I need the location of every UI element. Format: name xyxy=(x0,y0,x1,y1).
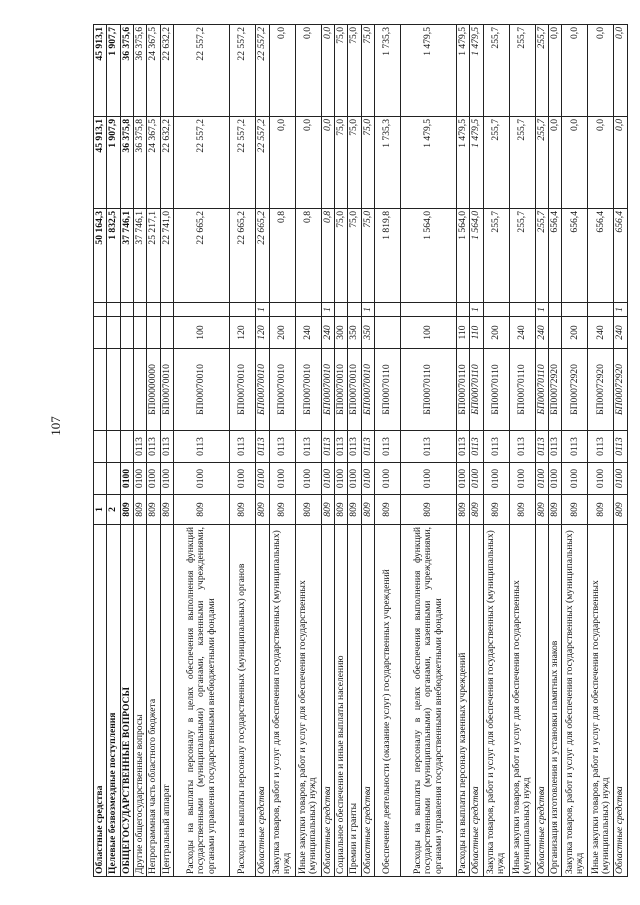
sum-year-2: 255,7 xyxy=(509,117,535,209)
subsection-code: 0113 xyxy=(160,431,173,463)
funding-mark xyxy=(588,303,614,317)
admin-code: 809 xyxy=(147,495,160,525)
subsection-code: 0113 xyxy=(134,431,147,463)
sum-year-2: 0,0 xyxy=(295,117,321,209)
section-code: 0100 xyxy=(470,463,483,495)
sum-year-2: 0,0 xyxy=(269,117,295,209)
funding-mark: 1 xyxy=(256,303,269,317)
admin-code: 809 xyxy=(588,495,614,525)
target-article-code: БП00072920 xyxy=(549,349,562,431)
sum-year-2: 22 632,2 xyxy=(160,117,173,209)
row-name: Областные средства xyxy=(94,525,107,877)
rotated-page-frame xyxy=(93,25,626,877)
table-row xyxy=(361,25,374,877)
funding-mark xyxy=(400,303,456,317)
sum-year-3: 0,0 xyxy=(321,25,334,117)
section-code: 0100 xyxy=(456,463,469,495)
sum-year-2: 0,0 xyxy=(321,117,334,209)
expense-type-code: 300 xyxy=(334,317,347,349)
expense-type-code xyxy=(134,317,147,349)
sum-year-3: 0,0 xyxy=(614,25,627,117)
section-code: 0100 xyxy=(509,463,535,495)
funding-mark: 1 xyxy=(321,303,334,317)
sum-year-2: 36 375,8 xyxy=(120,117,133,209)
subsection-code: 0113 xyxy=(509,431,535,463)
section-code: 0100 xyxy=(134,463,147,495)
table-row xyxy=(562,25,588,877)
row-name: Областные средства xyxy=(256,525,269,877)
target-article-code: БП00070110 xyxy=(535,349,548,431)
sum-year-1: 656,4 xyxy=(588,209,614,303)
funding-mark xyxy=(120,303,133,317)
target-article-code: БП00072920 xyxy=(588,349,614,431)
sum-year-3: 0,0 xyxy=(562,25,588,117)
funding-mark xyxy=(174,303,230,317)
sum-year-3: 22 557,2 xyxy=(256,25,269,117)
admin-code: 809 xyxy=(174,495,230,525)
target-article-code: БП00070110 xyxy=(483,349,509,431)
section-code: 0100 xyxy=(269,463,295,495)
target-article-code: БП00070010 xyxy=(334,349,347,431)
section-code: 0100 xyxy=(361,463,374,495)
section-code: 0100 xyxy=(588,463,614,495)
sum-year-2: 0,0 xyxy=(614,117,627,209)
row-name: Областные средства xyxy=(535,525,548,877)
expense-type-code xyxy=(94,317,107,349)
table-row xyxy=(374,25,400,877)
row-name: Областные средства xyxy=(321,525,334,877)
section-code: 0100 xyxy=(295,463,321,495)
sum-year-1: 255,7 xyxy=(535,209,548,303)
target-article-code xyxy=(134,349,147,431)
section-code: 0100 xyxy=(334,463,347,495)
table-row xyxy=(256,25,269,877)
table-row xyxy=(549,25,562,877)
expense-type-code: 100 xyxy=(400,317,456,349)
admin-code: 809 xyxy=(483,495,509,525)
funding-mark xyxy=(230,303,256,317)
subsection-code: 0113 xyxy=(230,431,256,463)
sum-year-1: 75,0 xyxy=(348,209,361,303)
admin-code: 809 xyxy=(160,495,173,525)
section-code: 0100 xyxy=(120,463,133,495)
target-article-code: БП00070110 xyxy=(374,349,400,431)
subsection-code: 0113 xyxy=(400,431,456,463)
admin-code: 809 xyxy=(456,495,469,525)
sum-year-3: 36 375,6 xyxy=(134,25,147,117)
subsection-code: 0113 xyxy=(535,431,548,463)
row-name: Областные средства xyxy=(470,525,483,877)
table-row xyxy=(334,25,347,877)
expense-type-code: 100 xyxy=(174,317,230,349)
sum-year-2: 75,0 xyxy=(361,117,374,209)
sum-year-2: 255,7 xyxy=(535,117,548,209)
sum-year-2: 22 557,2 xyxy=(256,117,269,209)
sum-year-1: 75,0 xyxy=(361,209,374,303)
sum-year-2: 22 557,2 xyxy=(230,117,256,209)
expense-type-code xyxy=(147,317,160,349)
sum-year-2: 1 479,5 xyxy=(470,117,483,209)
table-row xyxy=(230,25,256,877)
funding-mark xyxy=(348,303,361,317)
expense-type-code xyxy=(107,317,120,349)
table-row xyxy=(535,25,548,877)
sum-year-3: 75,0 xyxy=(361,25,374,117)
section-code: 0100 xyxy=(374,463,400,495)
admin-code: 809 xyxy=(295,495,321,525)
row-name: Расходы на выплаты персоналу казенных учреждений xyxy=(456,525,469,877)
sum-year-1: 656,4 xyxy=(549,209,562,303)
section-code: 0100 xyxy=(562,463,588,495)
section-code: 0100 xyxy=(535,463,548,495)
funding-mark xyxy=(483,303,509,317)
expense-type-code: 200 xyxy=(562,317,588,349)
sum-year-2: 0,0 xyxy=(562,117,588,209)
sum-year-3: 1 907,7 xyxy=(107,25,120,117)
row-name: Организация изготовления и установки памятных знаков xyxy=(549,525,562,877)
target-article-code xyxy=(120,349,133,431)
admin-code: 809 xyxy=(269,495,295,525)
row-name: Закупка товаров, работ и услуг для обеспечения государственных (муниципальных) нужд xyxy=(483,525,509,877)
subsection-code xyxy=(94,431,107,463)
row-name: Расходы на выплаты персоналу в целях обеспечения выполнения функций государственными (муниципальными) органами, казенными учреждениями, органами управления государственными внебюджетными фондами xyxy=(174,525,230,877)
sum-year-2: 45 913,1 xyxy=(94,117,107,209)
section-code: 0100 xyxy=(160,463,173,495)
subsection-code: 0113 xyxy=(295,431,321,463)
sum-year-2: 1 479,5 xyxy=(400,117,456,209)
row-name: Иные закупки товаров, работ и услуг для обеспечения государственных (муниципальных) нужд xyxy=(588,525,614,877)
funding-mark xyxy=(134,303,147,317)
sum-year-2: 22 557,2 xyxy=(174,117,230,209)
funding-mark xyxy=(94,303,107,317)
sum-year-3: 255,7 xyxy=(509,25,535,117)
funding-mark xyxy=(509,303,535,317)
sum-year-1: 22 665,2 xyxy=(230,209,256,303)
sum-year-2: 75,0 xyxy=(334,117,347,209)
rotated-table-container xyxy=(93,25,626,877)
sum-year-3: 22 557,2 xyxy=(230,25,256,117)
funding-mark xyxy=(374,303,400,317)
target-article-code: БП00070110 xyxy=(509,349,535,431)
row-name: Другие общегосударственные вопросы xyxy=(134,525,147,877)
sum-year-3: 255,7 xyxy=(535,25,548,117)
sum-year-1: 656,4 xyxy=(562,209,588,303)
sum-year-3: 22 632,2 xyxy=(160,25,173,117)
row-name: Областные средства xyxy=(614,525,627,877)
table-row xyxy=(134,25,147,877)
section-code: 0100 xyxy=(483,463,509,495)
section-code: 0100 xyxy=(400,463,456,495)
row-name: Иные закупки товаров, работ и услуг для обеспечения государственных (муниципальных) нужд xyxy=(509,525,535,877)
section-code: 0100 xyxy=(321,463,334,495)
admin-code: 809 xyxy=(470,495,483,525)
table-row xyxy=(321,25,334,877)
sum-year-1: 50 164,3 xyxy=(94,209,107,303)
subsection-code: 0113 xyxy=(256,431,269,463)
admin-code: 809 xyxy=(256,495,269,525)
expense-type-code: 110 xyxy=(470,317,483,349)
target-article-code: БП00072920 xyxy=(562,349,588,431)
row-name: Социальное обеспечение и иные выплаты населению xyxy=(334,525,347,877)
funding-mark xyxy=(549,303,562,317)
target-article-code: БП00070110 xyxy=(470,349,483,431)
row-name: Целевые безвозмездные поступления xyxy=(107,525,120,877)
expense-type-code: 110 xyxy=(456,317,469,349)
row-name: Закупка товаров, работ и услуг для обеспечения государственных (муниципальных) нужд xyxy=(562,525,588,877)
expense-type-code: 350 xyxy=(361,317,374,349)
table-row xyxy=(483,25,509,877)
target-article-code xyxy=(107,349,120,431)
subsection-code: 0113 xyxy=(269,431,295,463)
table-row xyxy=(94,25,107,877)
sum-year-2: 1 907,9 xyxy=(107,117,120,209)
table-row xyxy=(470,25,483,877)
table-row xyxy=(614,25,627,877)
expense-type-code: 240 xyxy=(295,317,321,349)
target-article-code: БП00070010 xyxy=(348,349,361,431)
subsection-code: 0113 xyxy=(588,431,614,463)
expense-type-code: 350 xyxy=(348,317,361,349)
admin-code: 809 xyxy=(562,495,588,525)
sum-year-2: 1 735,3 xyxy=(374,117,400,209)
budget-table-body xyxy=(94,25,628,877)
subsection-code xyxy=(107,431,120,463)
section-code: 0100 xyxy=(549,463,562,495)
sum-year-1: 1 564,0 xyxy=(400,209,456,303)
admin-code: 809 xyxy=(230,495,256,525)
sum-year-3: 0,0 xyxy=(295,25,321,117)
target-article-code: БП00070010 xyxy=(256,349,269,431)
row-name: Закупка товаров, работ и услуг для обеспечения государственных (муниципальных) нужд xyxy=(269,525,295,877)
sum-year-3: 1 479,5 xyxy=(456,25,469,117)
admin-code: 809 xyxy=(549,495,562,525)
sum-year-1: 1 832,5 xyxy=(107,209,120,303)
expense-type-code xyxy=(374,317,400,349)
sum-year-1: 22 665,2 xyxy=(256,209,269,303)
subsection-code: 0113 xyxy=(456,431,469,463)
sum-year-1: 0,8 xyxy=(321,209,334,303)
funding-mark xyxy=(295,303,321,317)
subsection-code: 0113 xyxy=(334,431,347,463)
sum-year-1: 22 741,0 xyxy=(160,209,173,303)
funding-mark xyxy=(147,303,160,317)
subsection-code xyxy=(120,431,133,463)
sum-year-3: 0,0 xyxy=(549,25,562,117)
target-article-code: БП00000000 xyxy=(147,349,160,431)
sum-year-2: 75,0 xyxy=(348,117,361,209)
table-row xyxy=(120,25,133,877)
expense-type-code xyxy=(120,317,133,349)
sum-year-3: 1 735,3 xyxy=(374,25,400,117)
target-article-code: БП00070110 xyxy=(456,349,469,431)
expense-type-code: 120 xyxy=(230,317,256,349)
funding-mark xyxy=(562,303,588,317)
expense-type-code: 200 xyxy=(269,317,295,349)
section-code: 0100 xyxy=(174,463,230,495)
table-row xyxy=(160,25,173,877)
expense-type-code: 240 xyxy=(614,317,627,349)
admin-code: 809 xyxy=(400,495,456,525)
target-article-code: БП00070010 xyxy=(160,349,173,431)
expense-type-code: 240 xyxy=(588,317,614,349)
sum-year-3: 1 479,5 xyxy=(470,25,483,117)
sum-year-2: 24 367,5 xyxy=(147,117,160,209)
target-article-code: БП00070010 xyxy=(269,349,295,431)
expense-type-code: 240 xyxy=(509,317,535,349)
sum-year-1: 22 665,2 xyxy=(174,209,230,303)
funding-mark: 1 xyxy=(361,303,374,317)
subsection-code: 0113 xyxy=(562,431,588,463)
table-row xyxy=(400,25,456,877)
sum-year-3: 0,0 xyxy=(588,25,614,117)
admin-code: 809 xyxy=(535,495,548,525)
sum-year-3: 75,0 xyxy=(348,25,361,117)
sum-year-1: 0,8 xyxy=(269,209,295,303)
section-code xyxy=(107,463,120,495)
section-code: 0100 xyxy=(614,463,627,495)
budget-table xyxy=(93,24,628,877)
row-name: Непрограммная часть областного бюджета xyxy=(147,525,160,877)
target-article-code: БП00070010 xyxy=(295,349,321,431)
admin-code: 809 xyxy=(361,495,374,525)
funding-mark xyxy=(160,303,173,317)
funding-mark xyxy=(334,303,347,317)
subsection-code: 0113 xyxy=(614,431,627,463)
sum-year-1: 75,0 xyxy=(334,209,347,303)
row-name: Обеспечение деятельности (оказание услуг) государственных учреждений xyxy=(374,525,400,877)
section-code xyxy=(94,463,107,495)
sum-year-1: 656,4 xyxy=(614,209,627,303)
sum-year-3: 0,0 xyxy=(269,25,295,117)
funding-mark: 1 xyxy=(535,303,548,317)
table-row xyxy=(509,25,535,877)
row-name: Областные средства xyxy=(361,525,374,877)
section-code: 0100 xyxy=(256,463,269,495)
sum-year-1: 37 746,1 xyxy=(134,209,147,303)
funding-mark: 1 xyxy=(614,303,627,317)
target-article-code: БП00070010 xyxy=(174,349,230,431)
section-code: 0100 xyxy=(230,463,256,495)
sum-year-3: 45 913,1 xyxy=(94,25,107,117)
sum-year-3: 255,7 xyxy=(483,25,509,117)
sum-year-1: 37 746,1 xyxy=(120,209,133,303)
target-article-code: БП00072920 xyxy=(614,349,627,431)
funding-mark xyxy=(456,303,469,317)
sum-year-2: 1 479,5 xyxy=(456,117,469,209)
sum-year-2: 0,0 xyxy=(549,117,562,209)
admin-code: 2 xyxy=(107,495,120,525)
sum-year-2: 36 375,8 xyxy=(134,117,147,209)
table-row xyxy=(269,25,295,877)
sum-year-2: 255,7 xyxy=(483,117,509,209)
sum-year-3: 36 375,6 xyxy=(120,25,133,117)
expense-type-code xyxy=(160,317,173,349)
table-row xyxy=(174,25,230,877)
sum-year-3: 22 557,2 xyxy=(174,25,230,117)
sum-year-3: 1 479,5 xyxy=(400,25,456,117)
admin-code: 809 xyxy=(321,495,334,525)
funding-mark xyxy=(107,303,120,317)
table-row xyxy=(107,25,120,877)
subsection-code: 0113 xyxy=(361,431,374,463)
sum-year-2: 0,0 xyxy=(588,117,614,209)
target-article-code: БП00070110 xyxy=(400,349,456,431)
row-name: Расходы на выплаты персоналу государственных (муниципальных) органов xyxy=(230,525,256,877)
admin-code: 809 xyxy=(348,495,361,525)
section-code: 0100 xyxy=(348,463,361,495)
expense-type-code: 200 xyxy=(483,317,509,349)
sum-year-1: 255,7 xyxy=(483,209,509,303)
subsection-code: 0113 xyxy=(321,431,334,463)
subsection-code: 0113 xyxy=(147,431,160,463)
funding-mark: 1 xyxy=(470,303,483,317)
sum-year-1: 25 217,1 xyxy=(147,209,160,303)
admin-code: 809 xyxy=(374,495,400,525)
target-article-code: БП00070010 xyxy=(321,349,334,431)
sum-year-1: 255,7 xyxy=(509,209,535,303)
subsection-code: 0113 xyxy=(348,431,361,463)
target-article-code xyxy=(94,349,107,431)
admin-code: 809 xyxy=(134,495,147,525)
section-code: 0100 xyxy=(147,463,160,495)
page-number: 107 xyxy=(48,416,63,436)
sum-year-1: 1 819,8 xyxy=(374,209,400,303)
row-name: Премии и гранты xyxy=(348,525,361,877)
sum-year-1: 1 564,0 xyxy=(470,209,483,303)
sum-year-3: 24 367,5 xyxy=(147,25,160,117)
admin-code: 809 xyxy=(614,495,627,525)
sum-year-1: 0,8 xyxy=(295,209,321,303)
row-name: Иные закупки товаров, работ и услуг для обеспечения государственных (муниципальных) нужд xyxy=(295,525,321,877)
subsection-code: 0113 xyxy=(374,431,400,463)
expense-type-code: 240 xyxy=(321,317,334,349)
funding-mark xyxy=(269,303,295,317)
target-article-code: БП00070010 xyxy=(361,349,374,431)
subsection-code: 0113 xyxy=(483,431,509,463)
admin-code: 1 xyxy=(94,495,107,525)
table-row xyxy=(456,25,469,877)
subsection-code: 0113 xyxy=(549,431,562,463)
expense-type-code xyxy=(549,317,562,349)
table-row xyxy=(348,25,361,877)
subsection-code: 0113 xyxy=(470,431,483,463)
table-row xyxy=(588,25,614,877)
row-name: ОБЩЕГОСУДАРСТВЕННЫЕ ВОПРОСЫ xyxy=(120,525,133,877)
admin-code: 809 xyxy=(334,495,347,525)
table-row xyxy=(147,25,160,877)
expense-type-code: 240 xyxy=(535,317,548,349)
target-article-code: БП00070010 xyxy=(230,349,256,431)
subsection-code: 0113 xyxy=(174,431,230,463)
table-row xyxy=(295,25,321,877)
row-name: Центральный аппарат xyxy=(160,525,173,877)
admin-code: 809 xyxy=(120,495,133,525)
expense-type-code: 120 xyxy=(256,317,269,349)
sum-year-1: 1 564,0 xyxy=(456,209,469,303)
admin-code: 809 xyxy=(509,495,535,525)
sum-year-3: 75,0 xyxy=(334,25,347,117)
row-name: Расходы на выплаты персоналу в целях обеспечения выполнения функций государственными (муниципальными) органами, казенными учреждениями, органами управления государственными внебюджетными фондами xyxy=(400,525,456,877)
